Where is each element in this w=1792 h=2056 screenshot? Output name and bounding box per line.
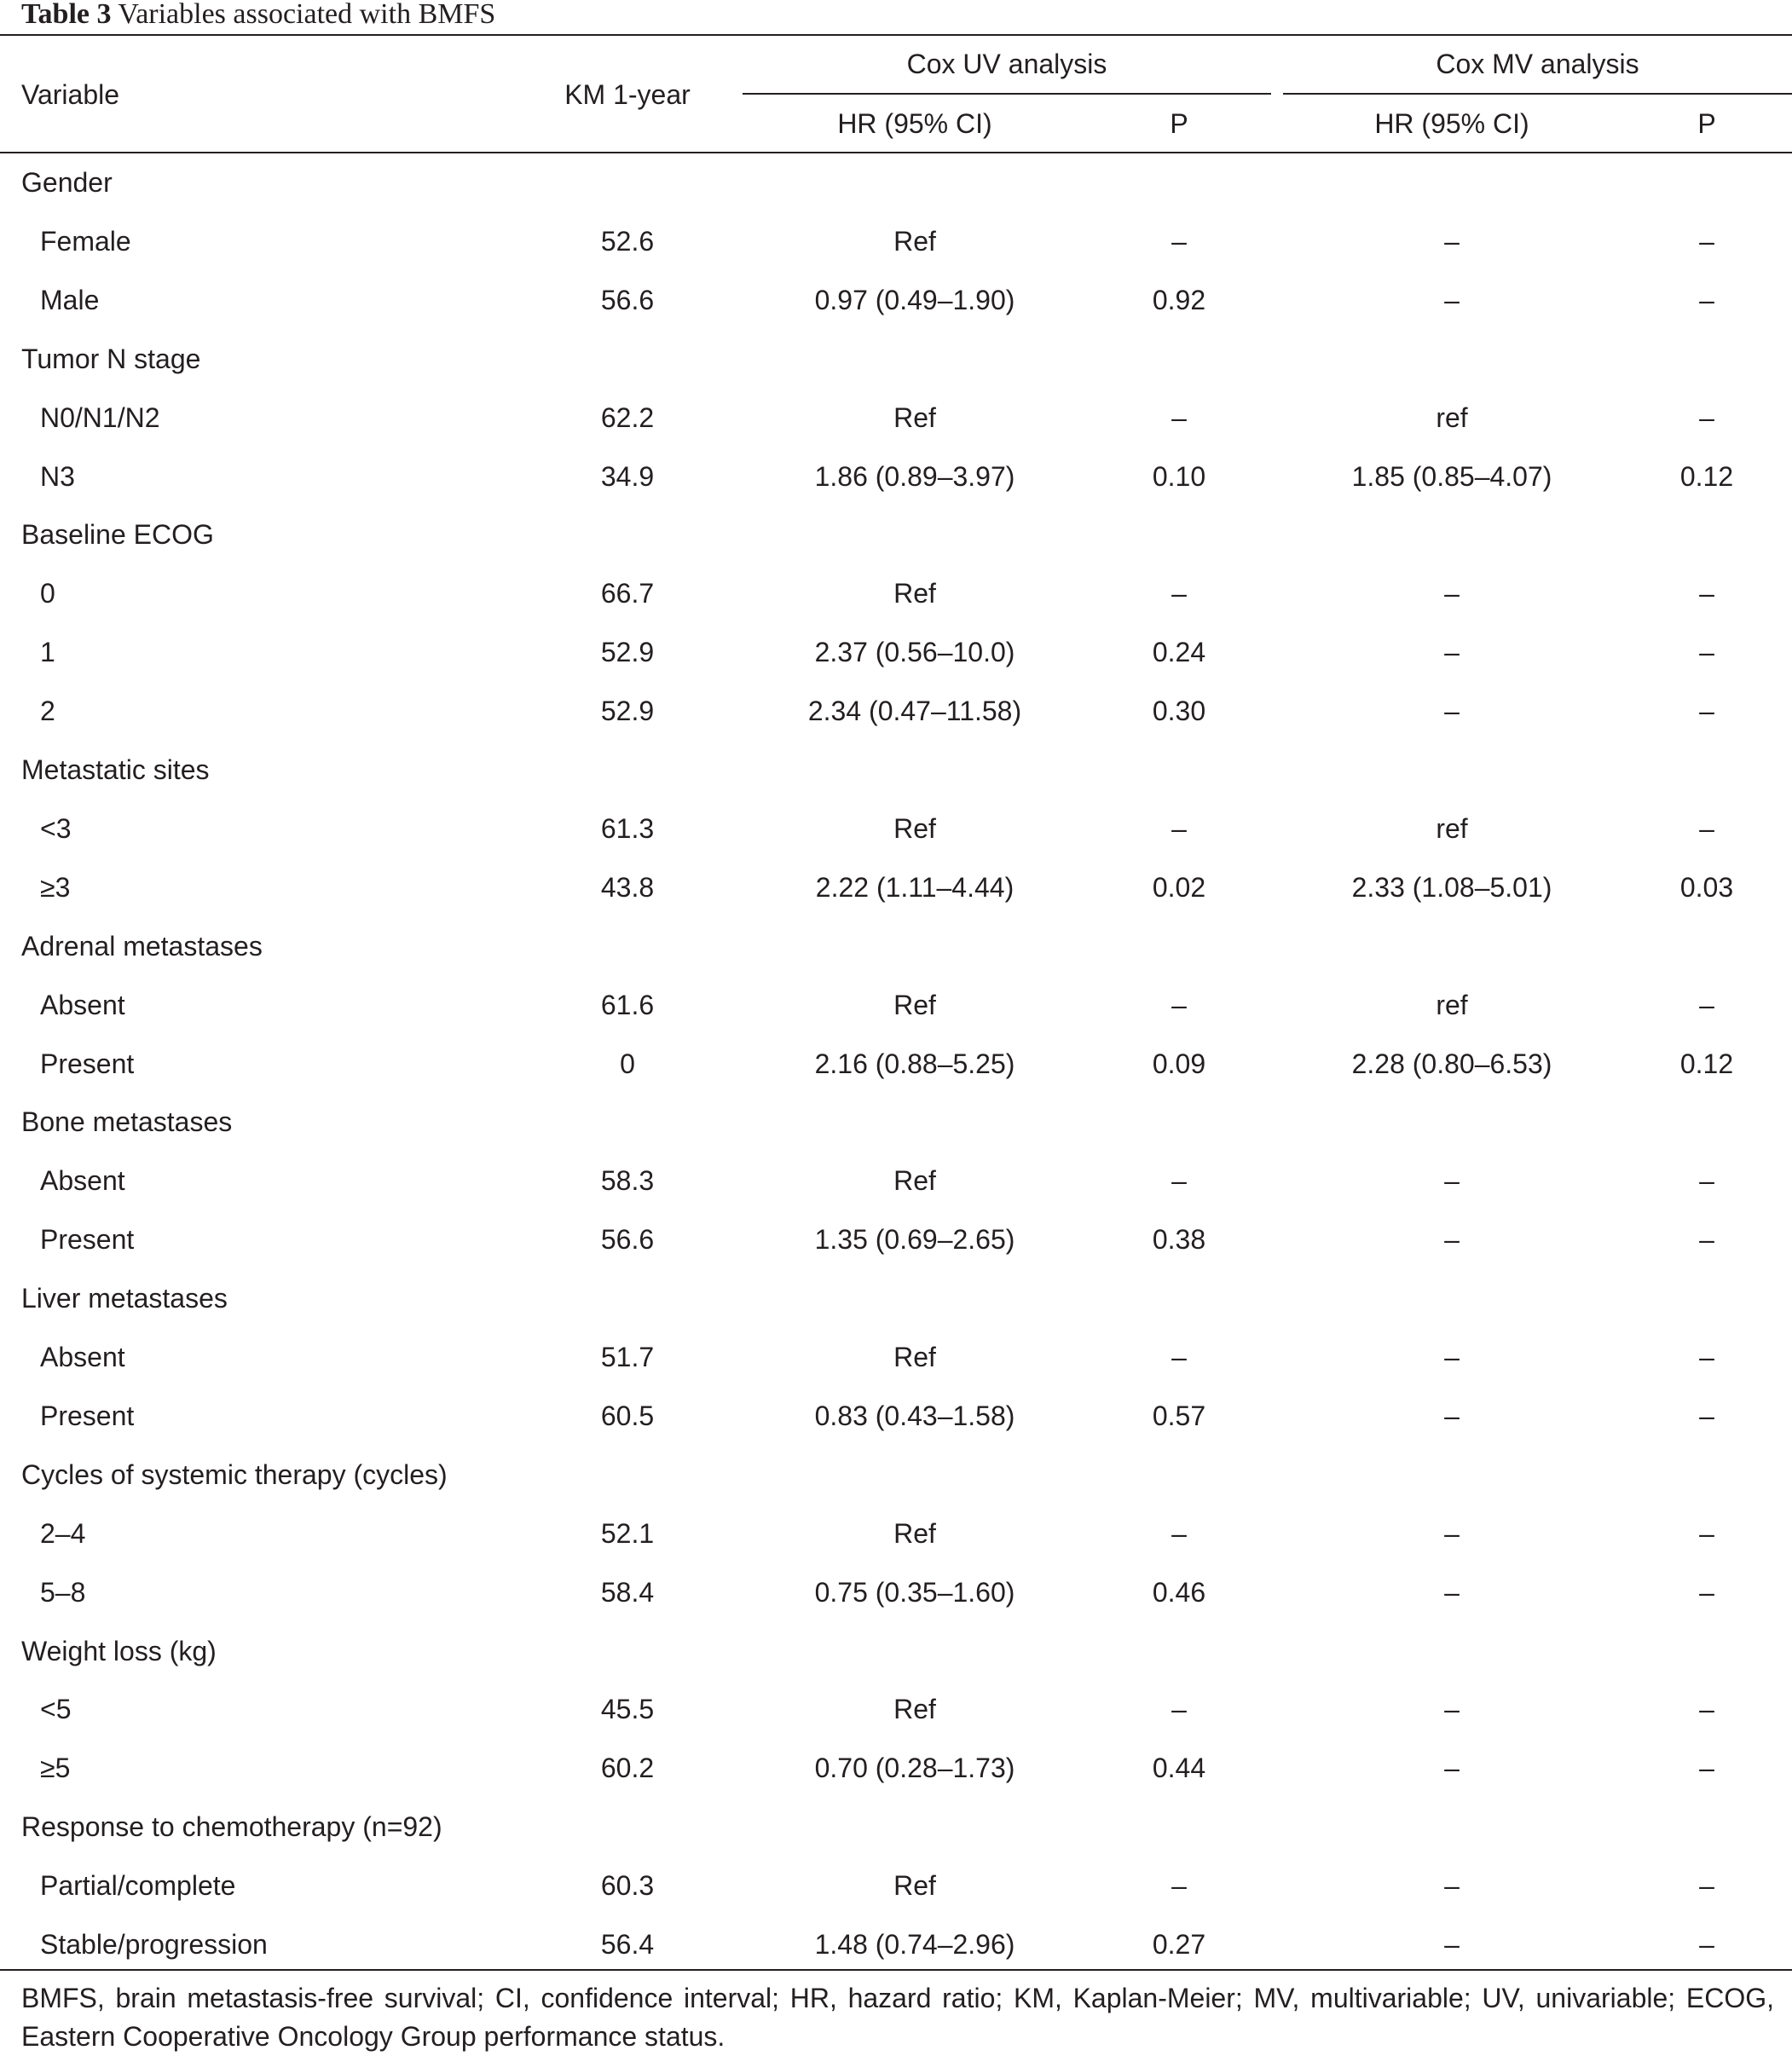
variable-level-label: ≥3 (40, 872, 71, 903)
top-rule (0, 34, 1792, 36)
cell-mv-p: – (1699, 1870, 1714, 1901)
cell-uv-p: – (1171, 402, 1187, 433)
cell-uv-hr: 0.70 (0.28–1.73) (814, 1753, 1015, 1783)
cell-km: 52.9 (600, 696, 655, 726)
cell-uv-p: 0.57 (1152, 1401, 1206, 1431)
variable-group-label: Baseline ECOG (21, 519, 214, 550)
cell-uv-p: 0.46 (1152, 1577, 1206, 1608)
cell-mv-p: – (1699, 1224, 1714, 1255)
cell-km: 66.7 (600, 578, 655, 609)
cell-mv-p: – (1699, 696, 1714, 726)
cell-mv-p: – (1699, 402, 1714, 433)
cell-km: 43.8 (600, 872, 655, 903)
cell-uv-hr: 0.83 (0.43–1.58) (814, 1401, 1015, 1431)
table-caption (21, 0, 495, 32)
cell-uv-hr: Ref (893, 402, 936, 433)
cell-mv-hr: – (1444, 1342, 1460, 1372)
cell-mv-p: – (1699, 1694, 1714, 1724)
variable-group-label: Tumor N stage (21, 344, 201, 374)
cell-uv-hr: Ref (893, 1518, 936, 1549)
cell-mv-hr: – (1444, 578, 1460, 609)
cell-mv-hr: – (1444, 1401, 1460, 1431)
cell-mv-p: – (1699, 1518, 1714, 1549)
variable-level-label: Absent (40, 1342, 125, 1372)
cell-mv-hr: – (1444, 1694, 1460, 1724)
uv-group-rule (743, 93, 1271, 95)
cell-mv-hr: – (1444, 1870, 1460, 1901)
cell-mv-hr: – (1444, 1224, 1460, 1255)
cell-mv-hr: ref (1436, 990, 1468, 1020)
cell-mv-hr: 2.33 (1.08–5.01) (1351, 872, 1552, 903)
cell-mv-p: 0.03 (1679, 872, 1734, 903)
cell-uv-p: 0.44 (1152, 1753, 1206, 1783)
cell-mv-p: – (1699, 578, 1714, 609)
cell-mv-hr: – (1444, 226, 1460, 257)
cell-uv-hr: Ref (893, 1870, 936, 1901)
variable-level-label: Absent (40, 990, 125, 1020)
variable-level-label: Male (40, 285, 100, 315)
cell-mv-p: 0.12 (1679, 461, 1734, 492)
cell-mv-hr: – (1444, 696, 1460, 726)
cell-uv-hr: Ref (893, 226, 936, 257)
cell-km: 51.7 (600, 1342, 655, 1372)
variable-level-label: 0 (40, 578, 55, 609)
cell-mv-hr: 2.28 (0.80–6.53) (1351, 1048, 1552, 1079)
header-variable: Variable (21, 79, 120, 110)
cell-uv-hr: Ref (893, 1165, 936, 1196)
cell-mv-p: – (1699, 1929, 1714, 1960)
variable-level-label: Partial/complete (40, 1870, 236, 1901)
variable-level-label: 1 (40, 637, 55, 667)
variable-group-label: Response to chemotherapy (n=92) (21, 1811, 442, 1842)
header-mv-hr: HR (95% CI) (1374, 108, 1529, 139)
cell-mv-hr: – (1444, 1753, 1460, 1783)
cell-km: 58.3 (600, 1165, 655, 1196)
cell-km: 60.3 (600, 1870, 655, 1901)
cell-mv-hr: ref (1436, 813, 1468, 844)
cell-mv-p: – (1699, 1753, 1714, 1783)
header-km: KM 1-year (564, 79, 691, 110)
header-mv-group: Cox MV analysis (1436, 49, 1639, 79)
variable-level-label: 5–8 (40, 1577, 86, 1608)
variable-level-label: Female (40, 226, 131, 257)
variable-group-label: Adrenal metastases (21, 931, 263, 962)
cell-uv-p: – (1171, 990, 1187, 1020)
cell-uv-hr: 1.48 (0.74–2.96) (814, 1929, 1015, 1960)
cell-km: 61.3 (600, 813, 655, 844)
cell-uv-hr: 0.97 (0.49–1.90) (814, 285, 1015, 315)
cell-uv-hr: 2.16 (0.88–5.25) (814, 1048, 1015, 1079)
cell-uv-hr: Ref (893, 578, 936, 609)
cell-km: 61.6 (600, 990, 655, 1020)
cell-uv-p: 0.38 (1152, 1224, 1206, 1255)
variable-level-label: N0/N1/N2 (40, 402, 160, 433)
cell-uv-hr: 2.22 (1.11–4.44) (815, 872, 1015, 903)
cell-mv-hr: 1.85 (0.85–4.07) (1351, 461, 1552, 492)
cell-uv-p: – (1171, 1870, 1187, 1901)
variable-level-label: Present (40, 1048, 135, 1079)
cell-uv-hr: 2.37 (0.56–10.0) (814, 637, 1015, 667)
cell-uv-p: – (1171, 813, 1187, 844)
cell-km: 52.6 (600, 226, 655, 257)
variable-level-label: Present (40, 1401, 135, 1431)
header-uv-p: P (1170, 108, 1188, 139)
cell-mv-p: – (1699, 1577, 1714, 1608)
cell-uv-p: – (1171, 578, 1187, 609)
cell-km: 60.2 (600, 1753, 655, 1783)
header-rule (0, 152, 1792, 153)
variable-level-label: ≥5 (40, 1753, 71, 1783)
variable-level-label: 2–4 (40, 1518, 86, 1549)
variable-group-label: Liver metastases (21, 1283, 228, 1314)
bottom-rule (0, 1969, 1792, 1971)
table-footnote: BMFS, brain metastasis-free survival; CI, confidence interval; HR, hazard ratio; KM, Kaplan-Meier; MV, multivariable; UV, univariable; ECOG, Eastern Cooperative Oncology Group performance status. (21, 1983, 1774, 2052)
cell-uv-p: 0.10 (1152, 461, 1206, 492)
cell-uv-p: 0.02 (1152, 872, 1206, 903)
cell-mv-p: – (1699, 1165, 1714, 1196)
cell-uv-hr: 0.75 (0.35–1.60) (814, 1577, 1015, 1608)
cell-mv-hr: – (1444, 1929, 1460, 1960)
variable-level-label: N3 (40, 461, 75, 492)
cell-mv-p: – (1699, 1401, 1714, 1431)
variable-group-label: Bone metastases (21, 1106, 233, 1137)
cell-mv-hr: – (1444, 1518, 1460, 1549)
cell-km: 34.9 (600, 461, 655, 492)
cell-km: 62.2 (600, 402, 655, 433)
cell-km: 60.5 (600, 1401, 655, 1431)
cell-km: 58.4 (600, 1577, 655, 1608)
cell-uv-hr: Ref (893, 813, 936, 844)
variable-group-label: Weight loss (kg) (21, 1636, 217, 1666)
header-uv-hr: HR (95% CI) (837, 108, 992, 139)
variable-level-label: 2 (40, 696, 55, 726)
header-uv-group: Cox UV analysis (906, 49, 1107, 79)
cell-uv-p: – (1171, 1694, 1187, 1724)
variable-level-label: Absent (40, 1165, 125, 1196)
cell-mv-hr: – (1444, 285, 1460, 315)
cell-uv-hr: Ref (893, 990, 936, 1020)
cell-uv-p: 0.92 (1152, 285, 1206, 315)
cell-mv-hr: – (1444, 1165, 1460, 1196)
variable-level-label: Stable/progression (40, 1929, 268, 1960)
header-mv-p: P (1697, 108, 1716, 139)
cell-mv-p: – (1699, 637, 1714, 667)
cell-km: 45.5 (600, 1694, 655, 1724)
cell-mv-p: – (1699, 990, 1714, 1020)
variable-group-label: Metastatic sites (21, 754, 210, 785)
cell-km: 56.6 (600, 285, 655, 315)
cell-uv-p: – (1171, 226, 1187, 257)
cell-uv-hr: 2.34 (0.47–11.58) (807, 696, 1022, 726)
cell-uv-p: – (1171, 1342, 1187, 1372)
cell-mv-hr: – (1444, 637, 1460, 667)
cell-km: 52.9 (600, 637, 655, 667)
variable-group-label: Cycles of systemic therapy (cycles) (21, 1459, 448, 1490)
variable-level-label: <5 (40, 1694, 72, 1724)
cell-uv-p: 0.09 (1152, 1048, 1206, 1079)
cell-mv-p: – (1699, 226, 1714, 257)
cell-mv-hr: – (1444, 1577, 1460, 1608)
cell-uv-p: 0.24 (1152, 637, 1206, 667)
cell-uv-hr: 1.86 (0.89–3.97) (814, 461, 1015, 492)
table-title: Variables associated with BMFS (118, 0, 496, 30)
cell-mv-p: – (1699, 813, 1714, 844)
mv-group-rule (1283, 93, 1792, 95)
variable-level-label: Present (40, 1224, 135, 1255)
cell-uv-p: – (1171, 1165, 1187, 1196)
cell-mv-p: – (1699, 1342, 1714, 1372)
cell-uv-hr: 1.35 (0.69–2.65) (814, 1224, 1015, 1255)
cell-km: 56.4 (600, 1929, 655, 1960)
cell-mv-hr: ref (1436, 402, 1468, 433)
cell-uv-hr: Ref (893, 1694, 936, 1724)
variable-group-label: Gender (21, 167, 113, 198)
cell-mv-p: – (1699, 285, 1714, 315)
cell-km: 0 (620, 1048, 635, 1079)
variable-level-label: <3 (40, 813, 72, 844)
cell-uv-p: 0.27 (1152, 1929, 1206, 1960)
cell-uv-p: 0.30 (1152, 696, 1206, 726)
cell-uv-p: – (1171, 1518, 1187, 1549)
table-number: Table 3 (21, 0, 112, 30)
cell-km: 52.1 (600, 1518, 655, 1549)
cell-km: 56.6 (600, 1224, 655, 1255)
cell-mv-p: 0.12 (1679, 1048, 1734, 1079)
cell-uv-hr: Ref (893, 1342, 936, 1372)
